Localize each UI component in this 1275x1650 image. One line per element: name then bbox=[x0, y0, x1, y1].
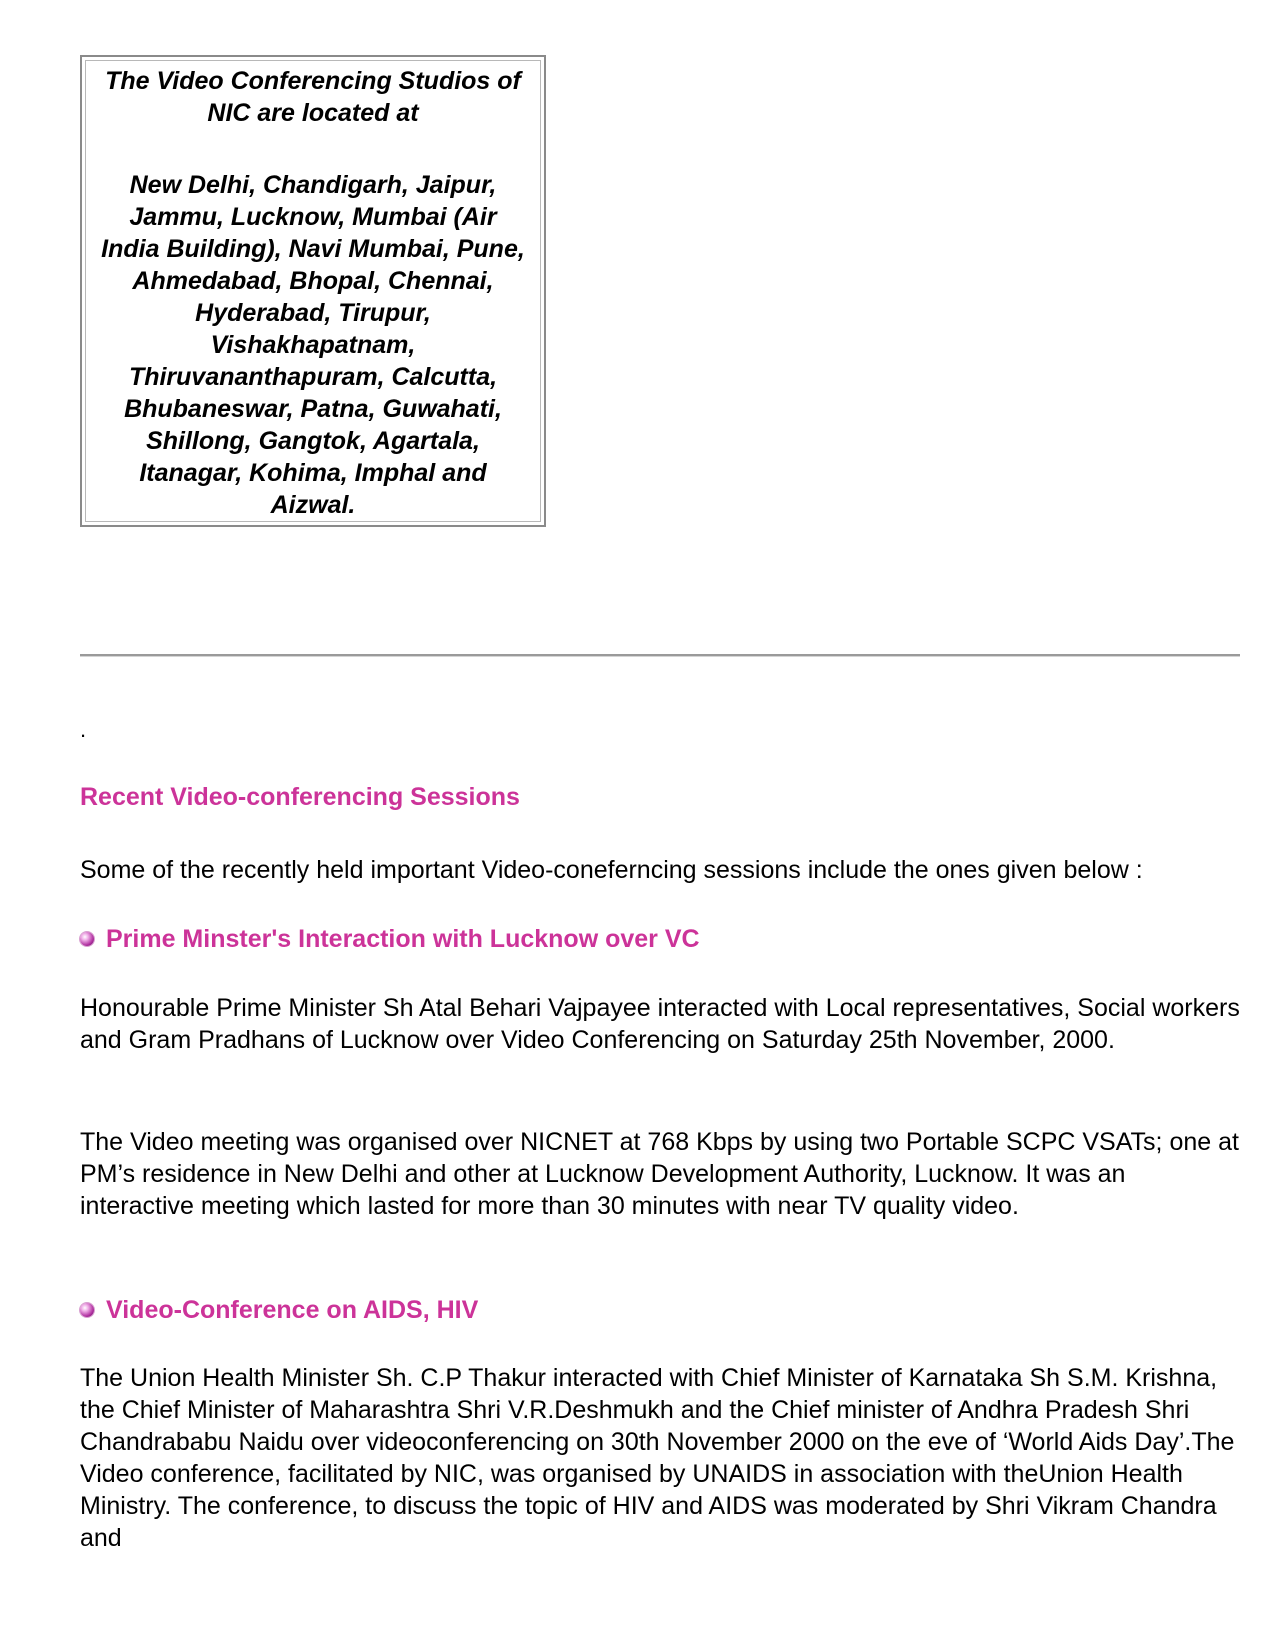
session-title: Prime Minster's Interaction with Lucknow over VC bbox=[106, 925, 700, 953]
session-paragraph: The Union Health Minister Sh. C.P Thakur interacted with Chief Minister of Karnataka Sh S.M. Krishna, the Chief Minister of Maharashtra Shri V.R.Deshmukh and the Chief minister of Andhra Pradesh Shri Chandrababu Naidu over videoconferencing on 30th November 2000 on the eve of ‘World Aids Day’.The Video conference, facilitated by NIC, was organised by UNAIDS in association with theUnion Health Ministry. The conference, to discuss the topic of HIV and AIDS was moderated by Shri Vikram Chandra and bbox=[80, 1364, 1235, 1552]
session-heading-aids-hiv bbox=[80, 1295, 478, 1325]
studio-locations-box bbox=[80, 55, 546, 527]
session-paragraph: Honourable Prime Minister Sh Atal Behari Vajpayee interacted with Local representatives, Social workers and Gram Pradhans of Lucknow over Video Conferencing on Saturday 25th November, 2000. bbox=[80, 994, 1240, 1054]
recent-sessions-heading: Recent Video-conferencing Sessions bbox=[80, 783, 520, 811]
session-paragraph: The Video meeting was organised over NICNET at 768 Kbps by using two Portable SCPC VSATs; one at PM’s residence in New Delhi and other at Lucknow Development Authority, Lucknow. It was an interactive meeting which lasted for more than 30 minutes with near TV quality video. bbox=[80, 1128, 1239, 1220]
horizontal-divider bbox=[80, 654, 1240, 657]
bullet-icon bbox=[80, 1303, 94, 1317]
session-title: Video-Conference on AIDS, HIV bbox=[106, 1296, 479, 1324]
studio-box-intro: The Video Conferencing Studios of NIC are located at bbox=[105, 67, 521, 127]
separator-dot: . bbox=[80, 717, 87, 742]
recent-sessions-intro: Some of the recently held important Video-coneferncing sessions include the ones given below : bbox=[80, 856, 1143, 884]
studio-box-locations: New Delhi, Chandigarh, Jaipur, Jammu, Lucknow, Mumbai (Air India Building), Navi Mumbai, Pune, Ahmedabad, Bhopal, Chennai, Hyderabad, Tirupur, Vishakhapatnam, Thiruvananthapuram, Calcutta, Bhubaneswar, Patna, Guwahati, Shillong, Gangtok, Agartala, Itanagar, Kohima, Imphal and Aizwal. bbox=[101, 171, 525, 519]
studio-box-spacer bbox=[98, 129, 528, 169]
studio-locations-box-inner bbox=[85, 60, 541, 522]
bullet-icon bbox=[80, 932, 94, 946]
session-heading-pm-lucknow bbox=[80, 924, 700, 954]
